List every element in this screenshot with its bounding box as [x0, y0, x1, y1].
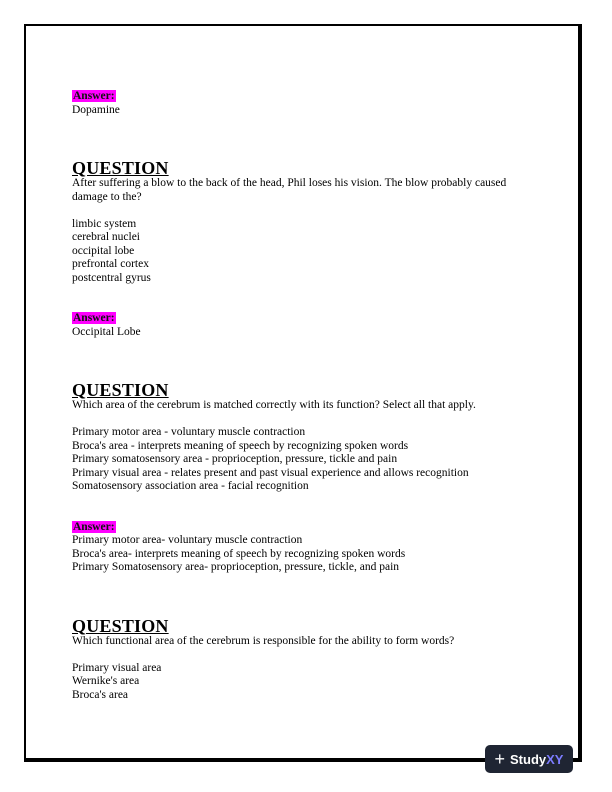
document-body	[72, 90, 552, 702]
question-block-4	[72, 617, 552, 703]
option-item: Primary somatosensory area - proprioception, pressure, tickle and pain	[72, 453, 398, 465]
question-heading: QUESTION	[72, 615, 169, 636]
option-item: Broca's area - interprets meaning of speech by recognizing spoken words	[72, 439, 409, 452]
logo-text-accent: XY	[546, 751, 564, 767]
option-item: Somatosensory association area - facial recognition	[72, 480, 309, 492]
studyxy-logo[interactable]	[485, 745, 573, 773]
logo-text-main: Study	[510, 751, 547, 767]
option-item: occipital lobe	[72, 244, 135, 257]
plus-icon: +	[494, 749, 506, 769]
answer-text: Broca's area- interprets meaning of speech by recognizing spoken words	[72, 547, 406, 560]
option-item: cerebral nuclei	[72, 231, 140, 243]
option-item: Wernike's area	[72, 675, 140, 687]
logo-text	[510, 752, 563, 767]
option-item: postcentral gyrus	[72, 271, 151, 284]
answer-label: Answer:	[73, 520, 115, 533]
option-item: prefrontal cortex	[72, 258, 149, 270]
question-prompt-line: Which functional area of the cerebrum is responsible for the ability to form words?	[72, 634, 455, 647]
option-item: Primary motor area - voluntary muscle contraction	[72, 426, 306, 438]
question-block-3	[72, 381, 552, 575]
option-item: Broca's area	[72, 688, 129, 701]
answer-text: Primary motor area- voluntary muscle contraction	[72, 534, 303, 546]
answer-label: Answer:	[73, 312, 115, 324]
answer-label: Answer:	[73, 90, 115, 102]
answer-block-1	[72, 90, 552, 117]
question-prompt-line: After suffering a blow to the back of the head, Phil loses his vision. The blow probably caused	[72, 177, 507, 189]
option-item: Primary visual area - relates present and past visual experience and allows recognition	[72, 466, 469, 479]
option-item: limbic system	[72, 217, 137, 230]
answer-text: Occipital Lobe	[72, 325, 141, 338]
question-prompt-line: Which area of the cerebrum is matched correctly with its function? Select all that apply.	[72, 399, 476, 411]
option-item: Primary visual area	[72, 661, 162, 674]
answer-text: Primary Somatosensory area- proprioception, pressure, tickle, and pain	[72, 561, 400, 573]
question-heading: QUESTION	[72, 380, 169, 400]
question-prompt-line: damage to the?	[72, 190, 142, 203]
question-block-2	[72, 159, 552, 339]
question-heading: QUESTION	[72, 158, 169, 178]
answer-text: Dopamine	[72, 103, 120, 116]
